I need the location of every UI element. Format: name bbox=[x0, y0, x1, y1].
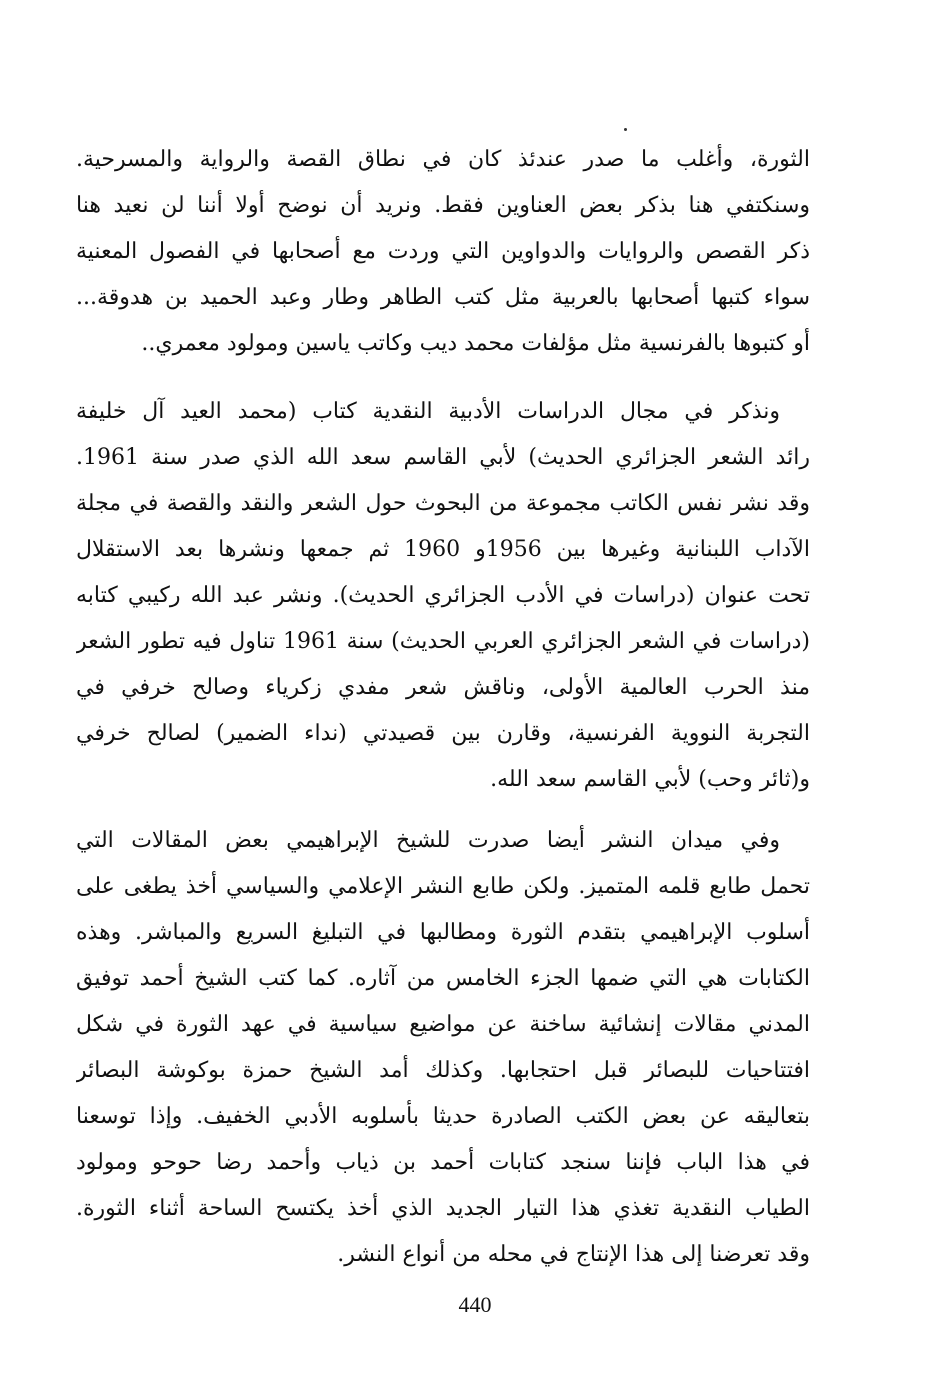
page-number: 440 bbox=[458, 1292, 492, 1317]
text-line: تحمل طابع قلمه المتميز. ولكن طابع النشر الإعلامي والسياسي أخذ يطغى على bbox=[76, 874, 810, 899]
text-line: أسلوب الإبراهيمي بتقدم الثورة ومطالبها في التبليغ السريع والمباشر. وهذه bbox=[76, 920, 810, 945]
text-line: رائد الشعر الجزائري الحديث) لأبي القاسم سعد الله الذي صدر سنة 1961. bbox=[76, 445, 810, 470]
text-line: وقد نشر نفس الكاتب مجموعة من البحوث حول الشعر والنقد والقصة في مجلة bbox=[76, 491, 810, 516]
text-line: المدني مقالات إنشائية ساخنة عن مواضيع سياسية في عهد الثورة في شكل bbox=[76, 1012, 810, 1037]
text-line: بتعاليقه عن بعض الكتب الصادرة حديثا بأسلوبه الأدبي الخفيف. وإذا توسعنا bbox=[76, 1104, 810, 1129]
text-line: سواء كتبها أصحابها بالعربية مثل كتب الطاهر وطار وعبد الحميد بن هدوقة... bbox=[76, 285, 810, 310]
text-line: وسنكتفي هنا بذكر بعض العناوين فقط. ونريد أن نوضح أولا أننا لن نعيد هنا bbox=[76, 193, 810, 218]
text-line: وقد تعرضنا إلى هذا الإنتاج في محله من أنواع النشر. bbox=[337, 1242, 810, 1267]
text-line: منذ الحرب العالمية الأولى، وناقش شعر مفدي زكرياء وصالح خرفي في bbox=[76, 675, 810, 700]
text-line: وفي ميدان النشر أيضا صدرت للشيخ الإبراهيمي بعض المقالات التي bbox=[76, 828, 780, 853]
text-line: افتتاحيات للبصائر قبل احتجابها. وكذلك أمد الشيخ حمزة بوكوشة البصائر bbox=[76, 1058, 810, 1083]
text-line: الكتابات هي التي ضمها الجزء الخامس من آثاره. كما كتب الشيخ أحمد توفيق bbox=[76, 966, 810, 991]
text-line: تحت عنوان (دراسات في الأدب الجزائري الحديث). ونشر عبد الله ركيبي كتابه bbox=[76, 583, 810, 608]
text-line: في هذا الباب فإننا سنجد كتابات أحمد بن ذياب وأحمد رضا حوحو ومولود bbox=[76, 1150, 810, 1175]
text-line: ذكر القصص والروايات والدواوين التي وردت مع أصحابها في الفصول المعنية bbox=[76, 239, 810, 264]
text-line: و(ثائر وحب) لأبي القاسم سعد الله. bbox=[490, 767, 810, 792]
text-line: ونذكر في مجال الدراسات الأدبية النقدية كتاب (محمد العيد آل خليفة bbox=[76, 399, 780, 424]
text-line: (دراسات في الشعر الجزائري العربي الحديث) سنة 1961 تناول فيه تطور الشعر bbox=[76, 629, 810, 654]
text-line: الآداب اللبنانية وغيرها بين 1956و 1960 ثم جمعها ونشرها بعد الاستقلال bbox=[76, 537, 810, 562]
text-line: التجربة النووية الفرنسية، وقارن بين قصيدتي (نداء الضمير) لصالح خرفي bbox=[76, 721, 810, 746]
paragraph-1 bbox=[76, 137, 810, 367]
stray-dot-mark bbox=[624, 128, 627, 131]
text-line: الطياب النقدية تغذي هذا التيار الجديد الذي أخذ يكتسح الساحة أثناء الثورة. bbox=[76, 1196, 810, 1221]
text-line: أو كتبوها بالفرنسية مثل مؤلفات محمد ديب وكاتب ياسين ومولود معمري.. bbox=[141, 331, 810, 356]
paragraph-2 bbox=[76, 389, 810, 803]
text-line: الثورة، وأغلب ما صدر عندئذ كان في نطاق القصة والرواية والمسرحية. bbox=[76, 147, 810, 172]
paragraph-3 bbox=[76, 818, 810, 1278]
